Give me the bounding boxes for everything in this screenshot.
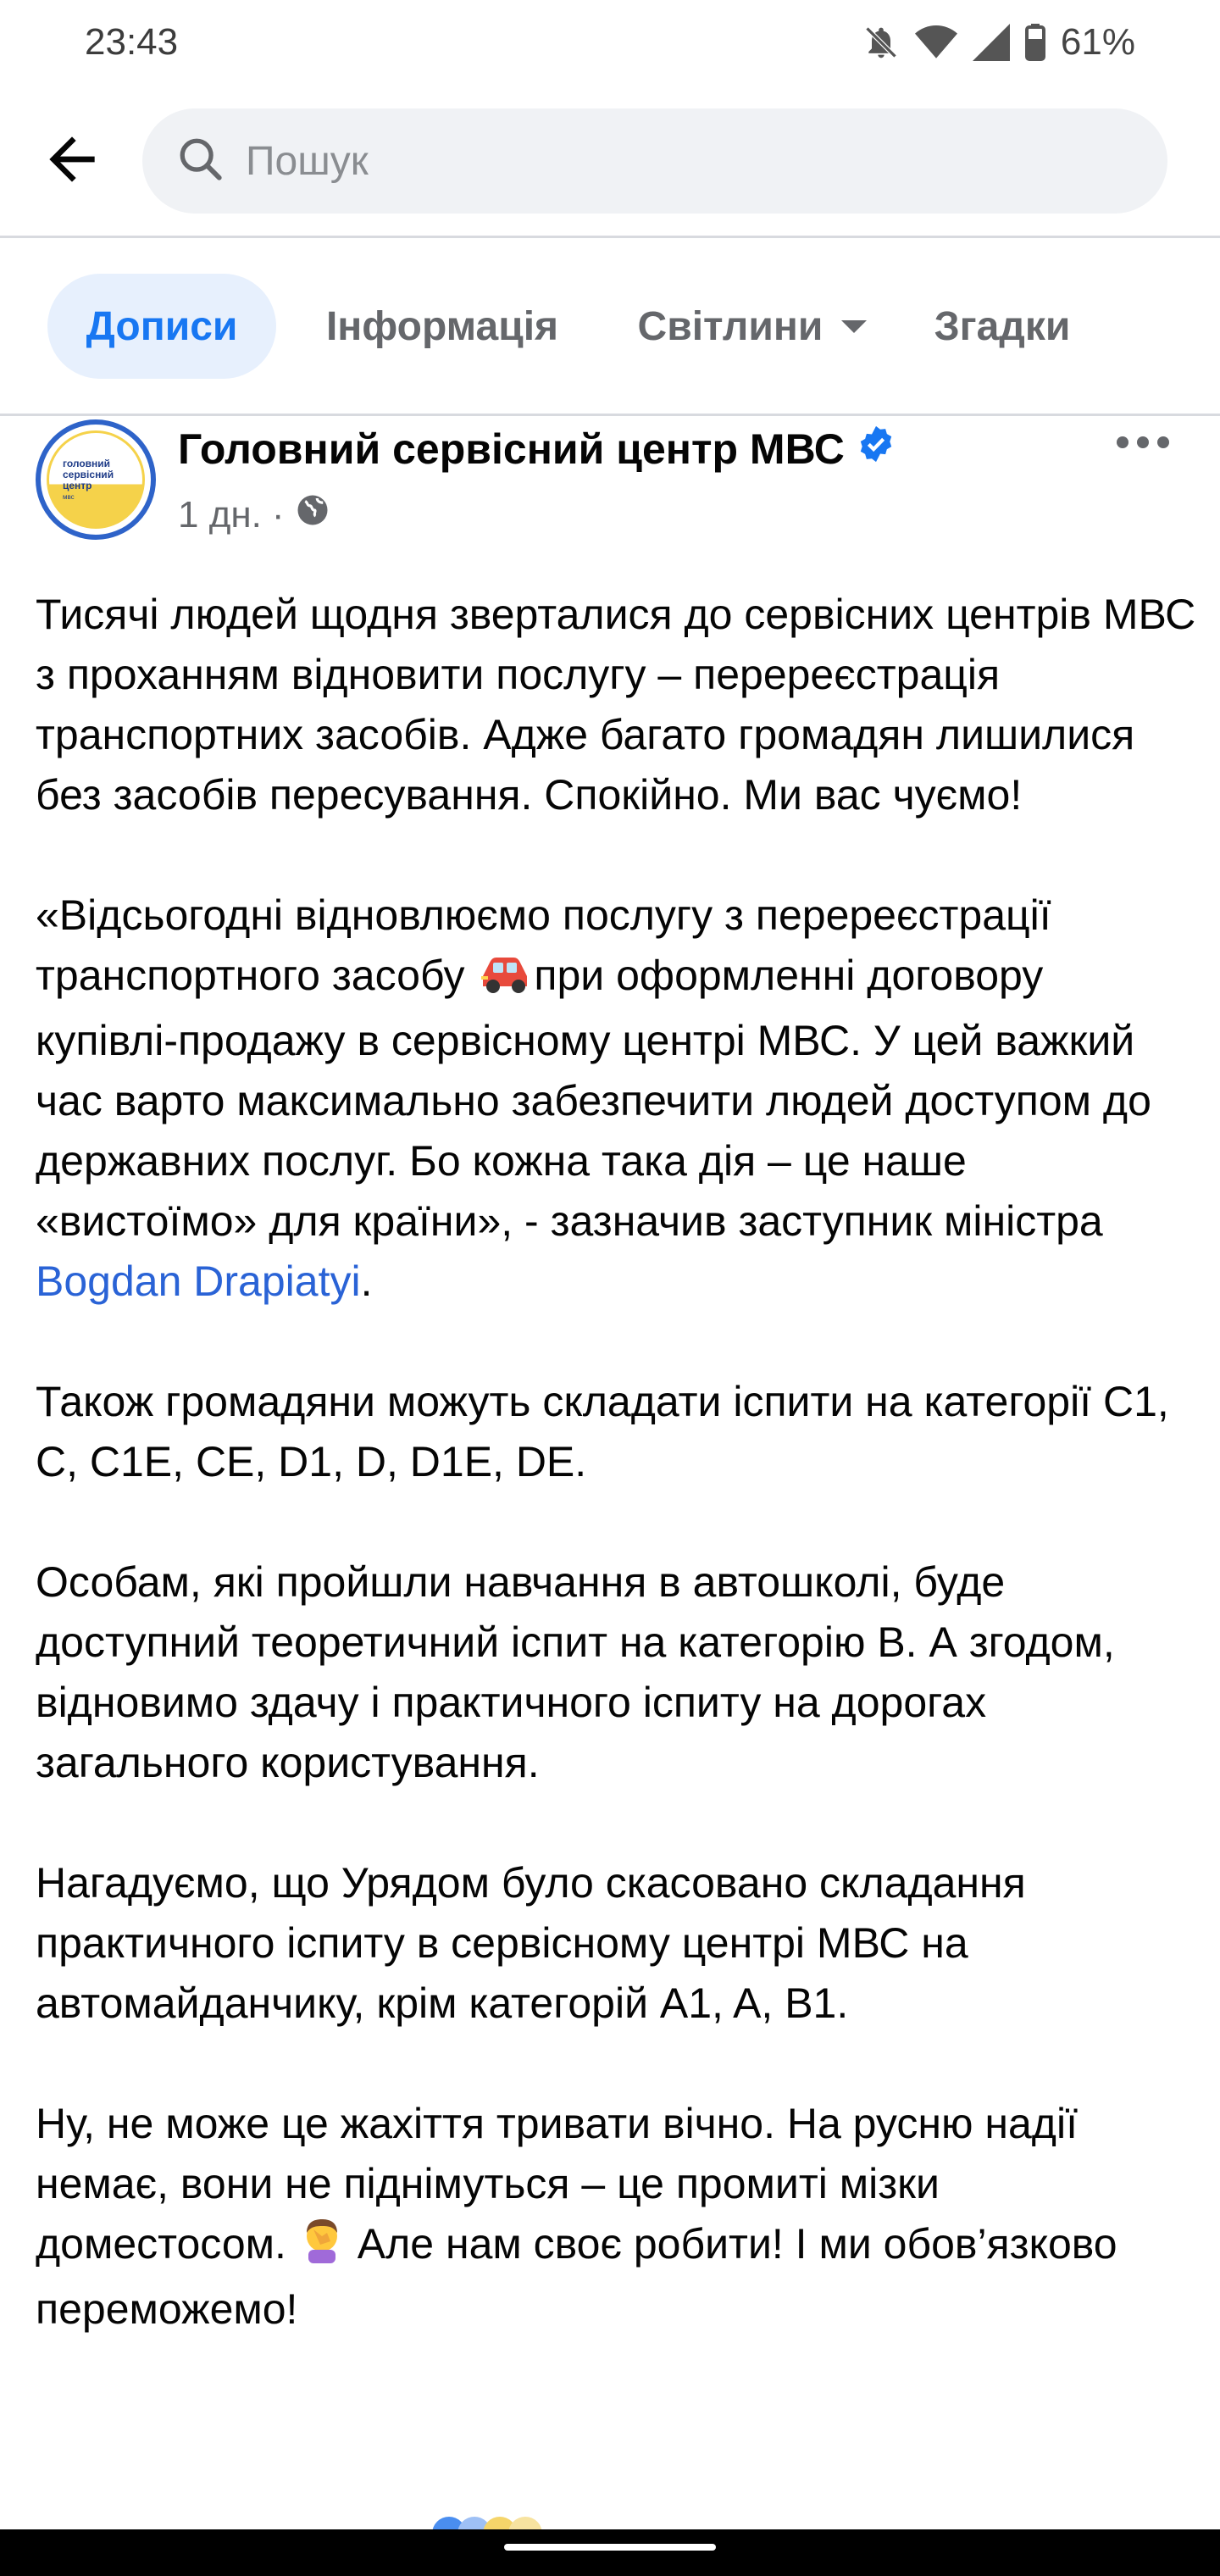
search-row (0, 102, 1220, 220)
post-text-segment: . (360, 1257, 373, 1305)
post-paragraph: Також громадяни можуть складати іспити на категорії C1, C, C1E, CE, D1, D, D1E, DE. (36, 1378, 1169, 1485)
post-header (0, 419, 1220, 547)
search-placeholder: Пошук (246, 138, 369, 184)
search-icon (176, 135, 225, 188)
tab-mentions[interactable] (913, 274, 1091, 379)
arrow-left-icon (38, 125, 106, 197)
tab-posts[interactable] (47, 274, 276, 379)
avatar-logo-sub: мвс (63, 493, 75, 501)
tab-label: Інформація (325, 303, 559, 349)
post-text-segment: «Відсьогодні відновлюємо послугу з перереєстрації транспортного засобу (36, 891, 1051, 999)
post-paragraph: Тисячі людей щодня зверталися до сервісних центрів МВС з проханням відновити послугу – перереєстрація транспортних засобів. Адже багато громадян лишилися без засобів пересування. Спокійно. Ми вас чуємо! (36, 591, 1196, 819)
meta-separator: · (271, 493, 285, 536)
more-dot (1117, 436, 1128, 448)
post-paragraph (36, 2094, 1196, 2340)
more-options-button[interactable] (1117, 436, 1169, 448)
caret-down-icon (841, 320, 867, 333)
back-button[interactable] (34, 123, 110, 199)
system-nav-bar (0, 2529, 1220, 2576)
page-name: Головний сервісний центр МВС (178, 425, 845, 473)
signal-icon (973, 24, 1010, 61)
post-text-segment: Але нам своє робити! І ми обов’язково переможемо! (36, 2220, 1117, 2333)
battery-icon (1025, 24, 1045, 61)
post-text-segment: Ну, не може це жахіття тривати вічно. На русню надії немає, вони не піднімуться – це промиті мізки доместосом. (36, 2100, 1078, 2268)
verified-badge-icon (857, 425, 896, 474)
profile-tabs (0, 271, 1220, 381)
status-icons (862, 21, 1135, 64)
page-name-link[interactable] (178, 425, 896, 474)
bell-off-icon (862, 24, 900, 61)
avatar[interactable] (36, 419, 156, 540)
post-text (36, 585, 1196, 2400)
post-meta (178, 492, 330, 537)
tab-info[interactable] (298, 274, 586, 379)
status-bar (0, 0, 1220, 85)
car-emoji-icon (476, 951, 534, 1011)
more-dot (1137, 436, 1149, 448)
post-text-segment: при оформленні договору купівлі-продажу в сервісному центрі МВС. У цей важкий час варто максимально забезпечити людей доступом до державних послуг. Бо кожна така дія – це наше «вистоїмо» для країни», - зазначив заступник міністра (36, 952, 1151, 1245)
search-input[interactable] (142, 108, 1167, 214)
post-time[interactable]: 1 дн. (178, 493, 262, 536)
facepalm-emoji-icon (298, 2216, 346, 2279)
globe-icon (295, 492, 330, 537)
status-time: 23:43 (85, 21, 179, 63)
divider (0, 236, 1220, 238)
tab-label: Дописи (86, 303, 238, 349)
more-dot (1157, 436, 1169, 448)
mention-link[interactable]: Bogdan Drapiatyi (36, 1257, 361, 1305)
divider (0, 414, 1220, 416)
avatar-logo-text: головний сервісний центр (63, 458, 114, 491)
home-gesture-handle[interactable] (504, 2544, 716, 2551)
post-paragraph: Нагадуємо, що Урядом було скасовано складання практичного іспиту в сервісному центрі МВС на автомайданчику, крім категорій A1, A, B1. (36, 1859, 1026, 2027)
post-paragraph (36, 886, 1196, 1312)
tab-label: Згадки (934, 303, 1071, 349)
wifi-icon (915, 24, 957, 61)
tab-label: Світлини (637, 303, 824, 349)
battery-percent: 61% (1060, 21, 1135, 63)
post-paragraph: Особам, які пройшли навчання в автошколі, буде доступний теоретичний іспит на категорію B. А згодом, відновимо здачу і практичного іспиту на дорогах загального користування. (36, 1558, 1115, 1786)
tab-photos[interactable] (608, 274, 896, 379)
avatar-logo (47, 430, 145, 529)
